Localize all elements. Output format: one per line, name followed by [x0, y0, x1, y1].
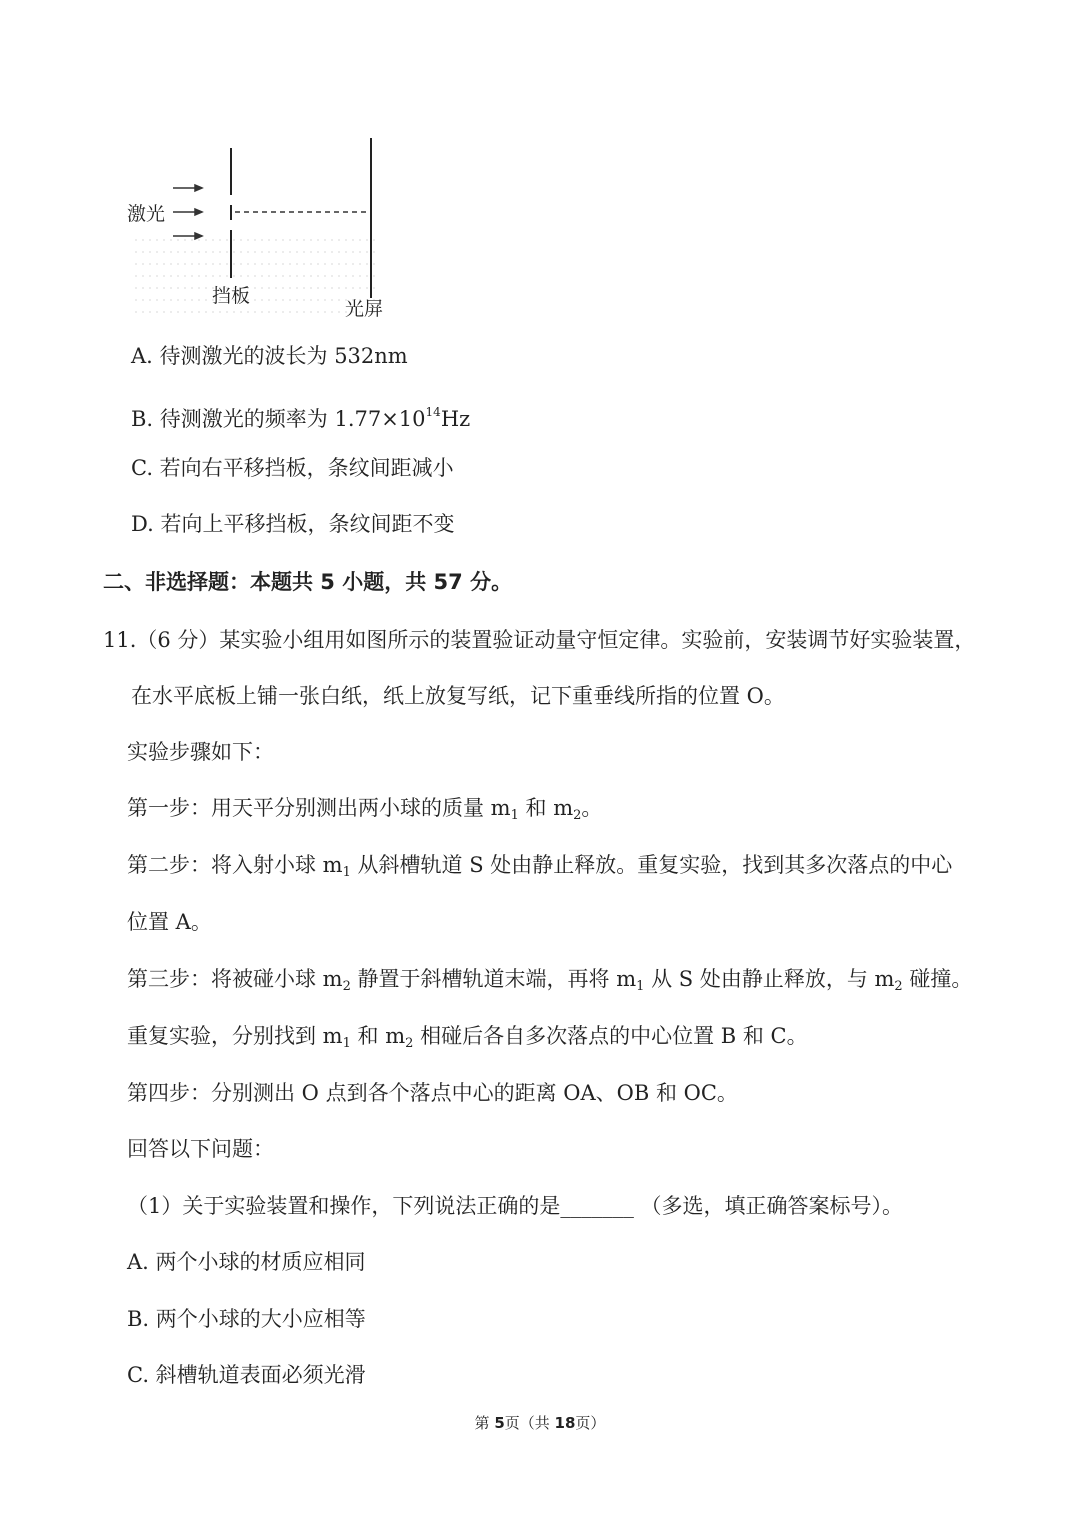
- dotted-background: [135, 240, 375, 312]
- q11-step2-text2: 从斜槽轨道 S 处由静止释放。重复实验，找到其多次落点的中心: [350, 853, 953, 877]
- footer-mid: 页（共: [504, 1414, 555, 1432]
- q10-option-a: A. 待测激光的波长为 532nm: [131, 344, 408, 368]
- q11-step3-sub3: 2: [894, 979, 903, 994]
- q11-step3-text2: 静置于斜槽轨道末端，再将 m: [350, 967, 637, 991]
- footer-total-pages: 18: [554, 1414, 576, 1432]
- q11-step3-line2-text2: 和 m: [350, 1024, 406, 1048]
- q11-step3-text3: 从 S 处由静止释放，与 m: [644, 967, 895, 991]
- q11-intro-line1: 11.（6 分）某实验小组用如图所示的装置验证动量守恒定律。实验前，安装调节好实验装置，: [103, 628, 976, 652]
- q10-option-b: [131, 397, 470, 434]
- q11-step1-text: 第一步：用天平分别测出两小球的质量 m: [127, 796, 511, 820]
- q10-option-b-exponent: 14: [425, 405, 441, 419]
- q11-step3-text: 第三步：将被碰小球 m: [127, 967, 343, 991]
- q11-step1-text2: 和 m: [518, 796, 574, 820]
- q11-step1-sub1: 1: [510, 808, 519, 823]
- q11-step1: [127, 793, 602, 831]
- laser-arrows: [173, 185, 202, 239]
- q10-option-b-text: B. 待测激光的频率为 1.77×10: [131, 407, 426, 431]
- section-heading: 二、非选择题：本题共 5 小题，共 57 分。: [103, 570, 513, 594]
- q11-step2-text: 第二步：将入射小球 m: [127, 853, 343, 877]
- q11-step2-sub1: 1: [342, 865, 351, 880]
- q11-step3-line2-sub2: 2: [405, 1036, 414, 1051]
- q11-option-a: A. 两个小球的材质应相同: [127, 1250, 366, 1274]
- q10-option-c: C. 若向右平移挡板，条纹间距减小: [131, 456, 454, 480]
- footer-post: 页）: [575, 1414, 606, 1432]
- q11-step3-sub2: 1: [636, 979, 645, 994]
- q10-option-b-unit: Hz: [440, 407, 471, 431]
- q11-step3-end: 碰撞。: [902, 967, 973, 991]
- q10-option-d: D. 若向上平移挡板，条纹间距不变: [131, 512, 455, 536]
- page-footer: [0, 1412, 1080, 1433]
- q11-step3-sub1: 2: [342, 979, 351, 994]
- laser-apparatus-figure: [0, 0, 1080, 340]
- q11-steps-title: 实验步骤如下：: [127, 740, 274, 764]
- q11-step3-line2-sub1: 1: [342, 1036, 351, 1051]
- screen-label: 光屏: [345, 298, 384, 320]
- q11-step3-line2-end: 相碰后各自多次落点的中心位置 B 和 C。: [413, 1024, 808, 1048]
- footer-page-number: 5: [494, 1414, 505, 1432]
- baffle-label: 挡板: [212, 285, 251, 307]
- q11-step3: [127, 964, 972, 1002]
- q11-option-b: B. 两个小球的大小应相等: [127, 1307, 366, 1331]
- q11-step3-line2-text: 重复实验，分别找到 m: [127, 1024, 343, 1048]
- q11-step1-sub2: 2: [573, 808, 582, 823]
- q11-step3-line2: [127, 1021, 808, 1059]
- q11-step2-line2: 位置 A。: [127, 910, 212, 934]
- laser-label: 激光: [127, 203, 166, 225]
- q11-step1-end: 。: [581, 796, 603, 820]
- q11-step2: [127, 850, 952, 888]
- q11-option-c: C. 斜槽轨道表面必须光滑: [127, 1363, 366, 1387]
- footer-pre: 第: [474, 1414, 495, 1432]
- q11-answer-title: 回答以下问题：: [127, 1137, 274, 1161]
- q11-sub-question-1: （1）关于实验装置和操作，下列说法正确的是_______ （多选，填正确答案标号）。: [127, 1194, 904, 1218]
- q11-step4: 第四步：分别测出 O 点到各个落点中心的距离 OA、OB 和 OC。: [127, 1081, 738, 1105]
- q11-intro-line2: 在水平底板上铺一张白纸，纸上放复写纸，记下重垂线所指的位置 O。: [131, 684, 785, 708]
